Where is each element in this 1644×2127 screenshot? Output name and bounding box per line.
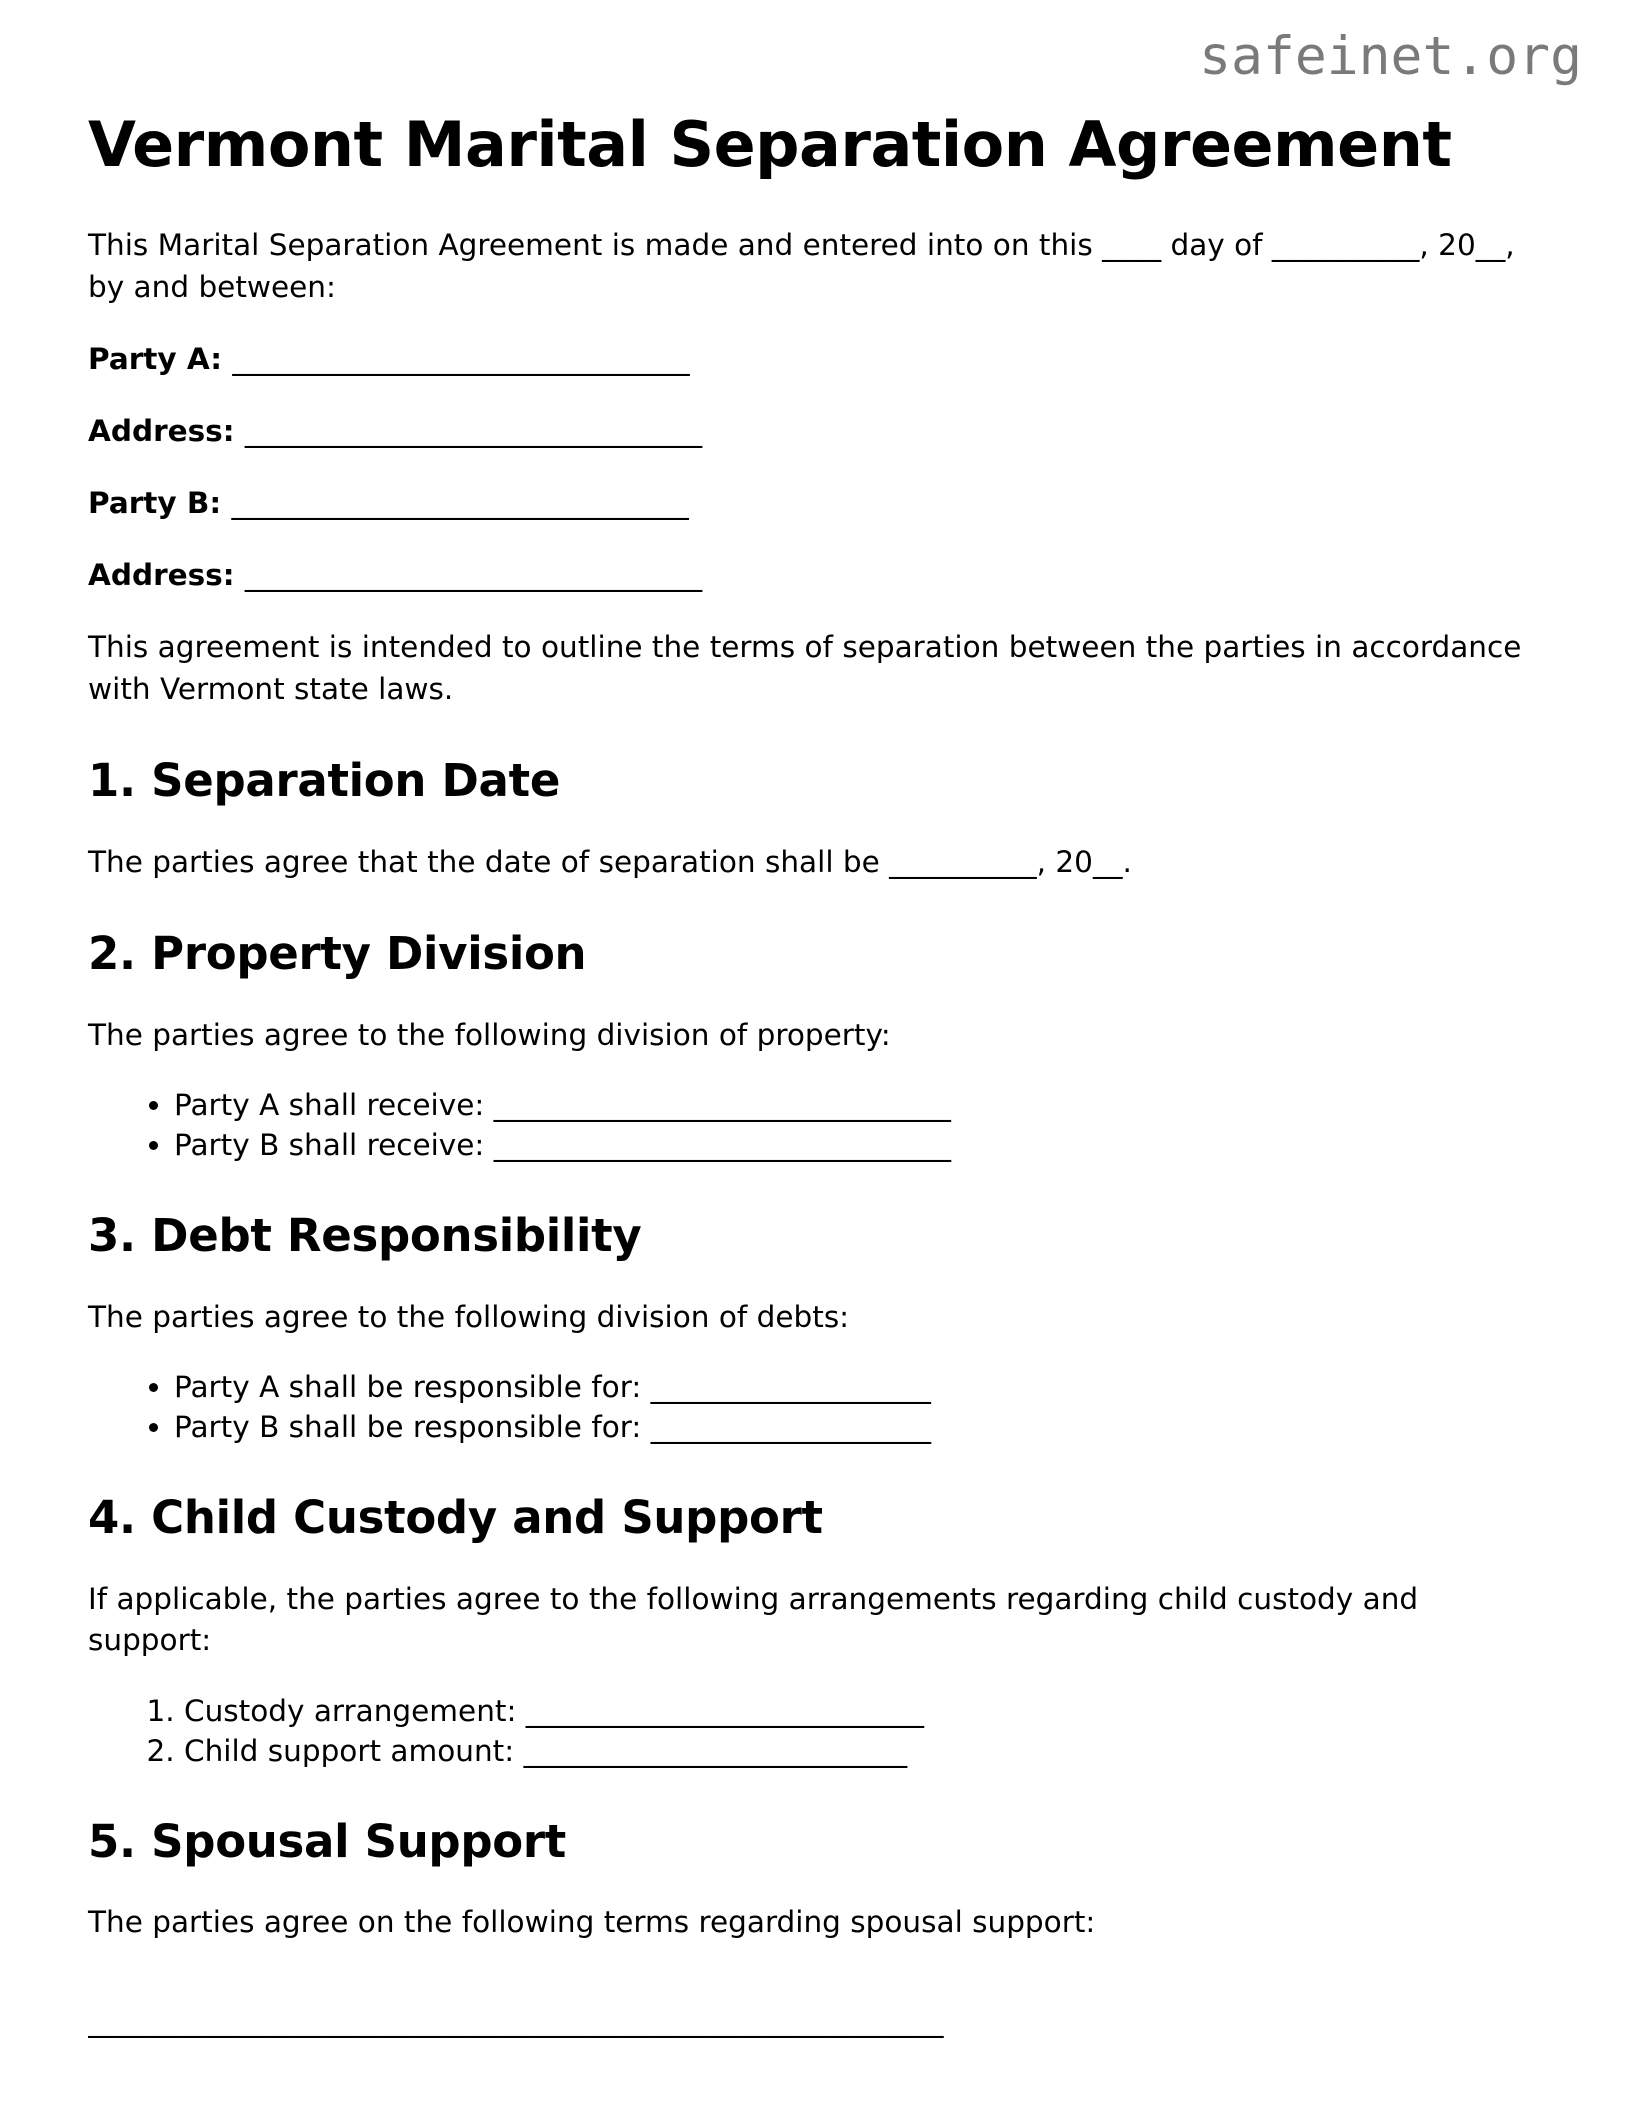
purpose-paragraph: This agreement is intended to outline the terms of separation between the parties in accordance with Vermont state laws. xyxy=(88,629,1522,706)
page-title: Vermont Marital Separation Agreement xyxy=(88,108,1452,181)
party-b-blank[interactable]: _______________________________ xyxy=(231,485,689,520)
party-a-label: Party A: xyxy=(88,342,223,377)
party-a-address-field xyxy=(88,411,1548,453)
party-a-field xyxy=(88,339,1548,381)
list-item[interactable]: • Party A shall receive: _______________________________ xyxy=(174,1086,1548,1126)
section-body-3: The parties agree to the following division of debts: xyxy=(88,1299,850,1334)
child-custody-list xyxy=(88,1692,1548,1771)
intro-paragraph: This Marital Separation Agreement is made and entered into on this ____ day of __________, 20__, by and between: xyxy=(88,228,1515,305)
section-heading-4: 4. Child Custody and Support xyxy=(88,1491,823,1545)
document-body xyxy=(88,110,1548,2040)
section-body-1: The parties agree that the date of separation shall be __________, 20__. xyxy=(88,844,1132,879)
list-item[interactable]: • Party B shall be responsible for: ___________________ xyxy=(174,1408,1548,1448)
party-b-label: Party B: xyxy=(88,485,222,520)
party-a-blank[interactable]: _______________________________ xyxy=(232,342,690,377)
party-a-address-blank[interactable]: _______________________________ xyxy=(244,414,703,449)
spousal-support-blank[interactable]: __________________________________________________________ xyxy=(88,2004,944,2039)
debt-responsibility-list xyxy=(88,1368,1548,1447)
list-item[interactable]: 2. Child support amount: __________________________ xyxy=(184,1732,1548,1772)
section-body-2: The parties agree to the following division of property: xyxy=(88,1017,891,1052)
section-heading-2: 2. Property Division xyxy=(88,927,587,981)
party-b-address-label: Address: xyxy=(88,557,235,592)
section-heading-3: 3. Debt Responsibility xyxy=(88,1209,642,1263)
section-heading-5: 5. Spousal Support xyxy=(88,1815,566,1869)
list-item[interactable]: • Party B shall receive: _______________________________ xyxy=(174,1126,1548,1166)
list-item[interactable]: • Party A shall be responsible for: ___________________ xyxy=(174,1368,1548,1408)
section-body-4: If applicable, the parties agree to the following arrangements regarding child custody and support: xyxy=(88,1581,1419,1658)
party-a-address-label: Address: xyxy=(88,414,235,449)
list-item[interactable]: 1. Custody arrangement: ___________________________ xyxy=(184,1692,1548,1732)
party-b-address-field xyxy=(88,555,1548,597)
party-b-address-blank[interactable]: _______________________________ xyxy=(244,557,703,592)
section-heading-1: 1. Separation Date xyxy=(88,754,561,808)
property-division-list xyxy=(88,1086,1548,1165)
party-b-field xyxy=(88,483,1548,525)
site-watermark: safeinet.org xyxy=(1199,26,1582,87)
section-body-5: The parties agree on the following terms regarding spousal support: xyxy=(88,1905,1096,1940)
